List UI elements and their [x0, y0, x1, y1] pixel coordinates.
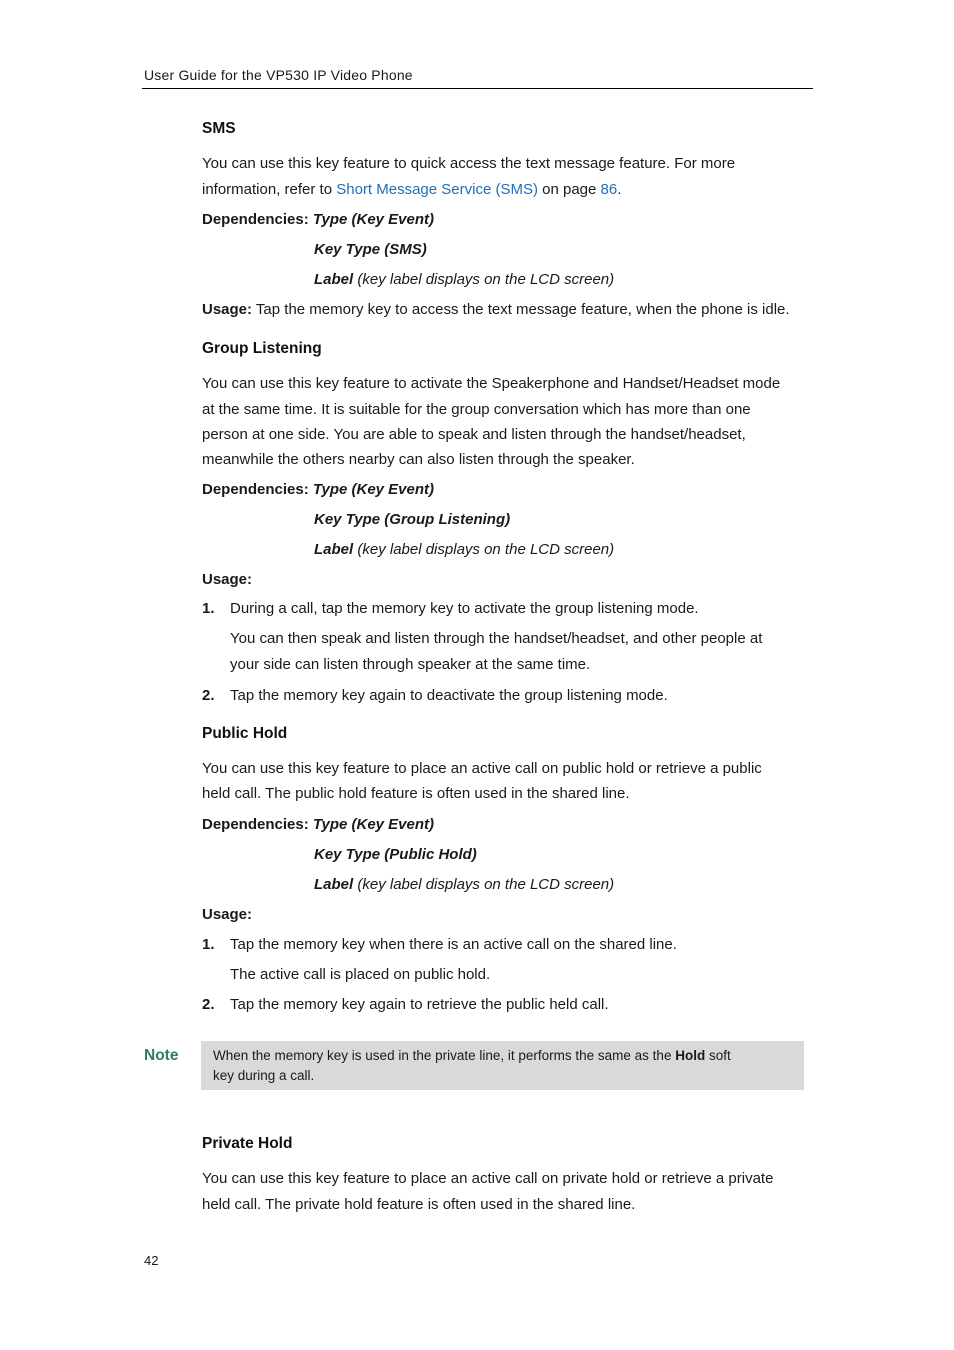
usage-text: Tap the memory key to access the text message feature, when the phone is idle.: [252, 301, 790, 318]
running-header: User Guide for the VP530 IP Video Phone: [144, 67, 413, 83]
group-dependency-label: [314, 537, 614, 563]
sms-page-link[interactable]: 86: [600, 181, 618, 198]
sms-dependencies: [202, 207, 434, 233]
public-para-line-2: held call. The public hold feature is often used in the shared line.: [202, 785, 630, 802]
note-text-part-2: soft: [705, 1048, 731, 1063]
public-usage-label: Usage:: [202, 906, 253, 923]
sms-dependency-keytype: Key Type (SMS): [314, 241, 427, 258]
group-dependency-keytype: Key Type (Group Listening): [314, 511, 511, 528]
group-usage-label: Usage:: [202, 571, 253, 588]
section-heading-private-hold: Private Hold: [202, 1135, 293, 1152]
group-para-line-3: person at one side. You are able to speak and listen through the handset/headset,: [202, 426, 746, 443]
public-step-1-number: 1.: [202, 936, 215, 953]
section-heading-group-listening: Group Listening: [202, 340, 322, 357]
sms-intro-text: information, refer to: [202, 181, 337, 198]
group-step-1-sub-line-1: You can then speak and listen through the handset/headset, and other people at: [230, 630, 763, 647]
usage-label: Usage:: [202, 301, 253, 318]
sms-usage: [202, 297, 790, 323]
group-step-1-number: 1.: [202, 600, 215, 617]
sms-dependency-label: [314, 267, 614, 293]
group-para-line-4: meanwhile the others nearby can also listen through the speaker.: [202, 451, 635, 468]
group-step-2-number: 2.: [202, 687, 215, 704]
section-heading-public-hold: Public Hold: [202, 725, 288, 742]
note-text-line-2: key during a call.: [213, 1068, 315, 1083]
note-label: Note: [144, 1047, 179, 1064]
sms-intro-line-1: You can use this key feature to quick access the text message feature. For more: [202, 155, 736, 172]
group-step-1: During a call, tap the memory key to activate the group listening mode.: [230, 600, 699, 617]
group-para-line-2: at the same time. It is suitable for the group conversation which has more than one: [202, 401, 751, 418]
label-word: Label: [314, 541, 354, 558]
group-para-line-1: You can use this key feature to activate the Speakerphone and Handset/Headset mode: [202, 375, 781, 392]
dependency-type: Type (Key Event): [312, 211, 435, 228]
public-dependencies: [202, 812, 434, 838]
public-para-line-1: You can use this key feature to place an active call on public hold or retrieve a public: [202, 760, 762, 777]
public-dependency-keytype: Key Type (Public Hold): [314, 846, 477, 863]
label-description: (key label displays on the LCD screen): [353, 271, 615, 288]
dependency-type: Type (Key Event): [312, 816, 435, 833]
note-hold-key: Hold: [675, 1048, 706, 1063]
dependencies-label: Dependencies:: [202, 816, 309, 833]
note-text-part-1: When the memory key is used in the private line, it performs the same as the: [213, 1048, 676, 1063]
note-box: [201, 1041, 804, 1090]
dependencies-label: Dependencies:: [202, 481, 309, 498]
public-step-2-number: 2.: [202, 996, 215, 1013]
header-rule: [142, 88, 813, 89]
group-dependencies: [202, 477, 434, 503]
public-step-1: Tap the memory key when there is an active call on the shared line.: [230, 936, 677, 953]
public-step-1-sub: The active call is placed on public hold.: [230, 966, 491, 983]
group-step-2: Tap the memory key again to deactivate the group listening mode.: [230, 687, 668, 704]
section-heading-sms: SMS: [202, 120, 236, 137]
note-text: [213, 1046, 793, 1086]
sms-reference-link[interactable]: Short Message Service (SMS): [336, 181, 538, 198]
dependency-type: Type (Key Event): [312, 481, 435, 498]
sms-intro-period: .: [617, 181, 622, 198]
sms-intro-text-2: on page: [537, 181, 601, 198]
dependencies-label: Dependencies:: [202, 211, 309, 228]
sms-intro-line-2: [202, 177, 621, 203]
page-number: 42: [144, 1253, 159, 1268]
private-para-line-2: held call. The private hold feature is often used in the shared line.: [202, 1196, 636, 1213]
label-description: (key label displays on the LCD screen): [353, 876, 615, 893]
label-description: (key label displays on the LCD screen): [353, 541, 615, 558]
label-word: Label: [314, 271, 354, 288]
label-word: Label: [314, 876, 354, 893]
private-para-line-1: You can use this key feature to place an active call on private hold or retrieve a private: [202, 1170, 774, 1187]
public-dependency-label: [314, 872, 614, 898]
public-step-2: Tap the memory key again to retrieve the public held call.: [230, 996, 609, 1013]
group-step-1-sub-line-2: your side can listen through speaker at the same time.: [230, 656, 591, 673]
